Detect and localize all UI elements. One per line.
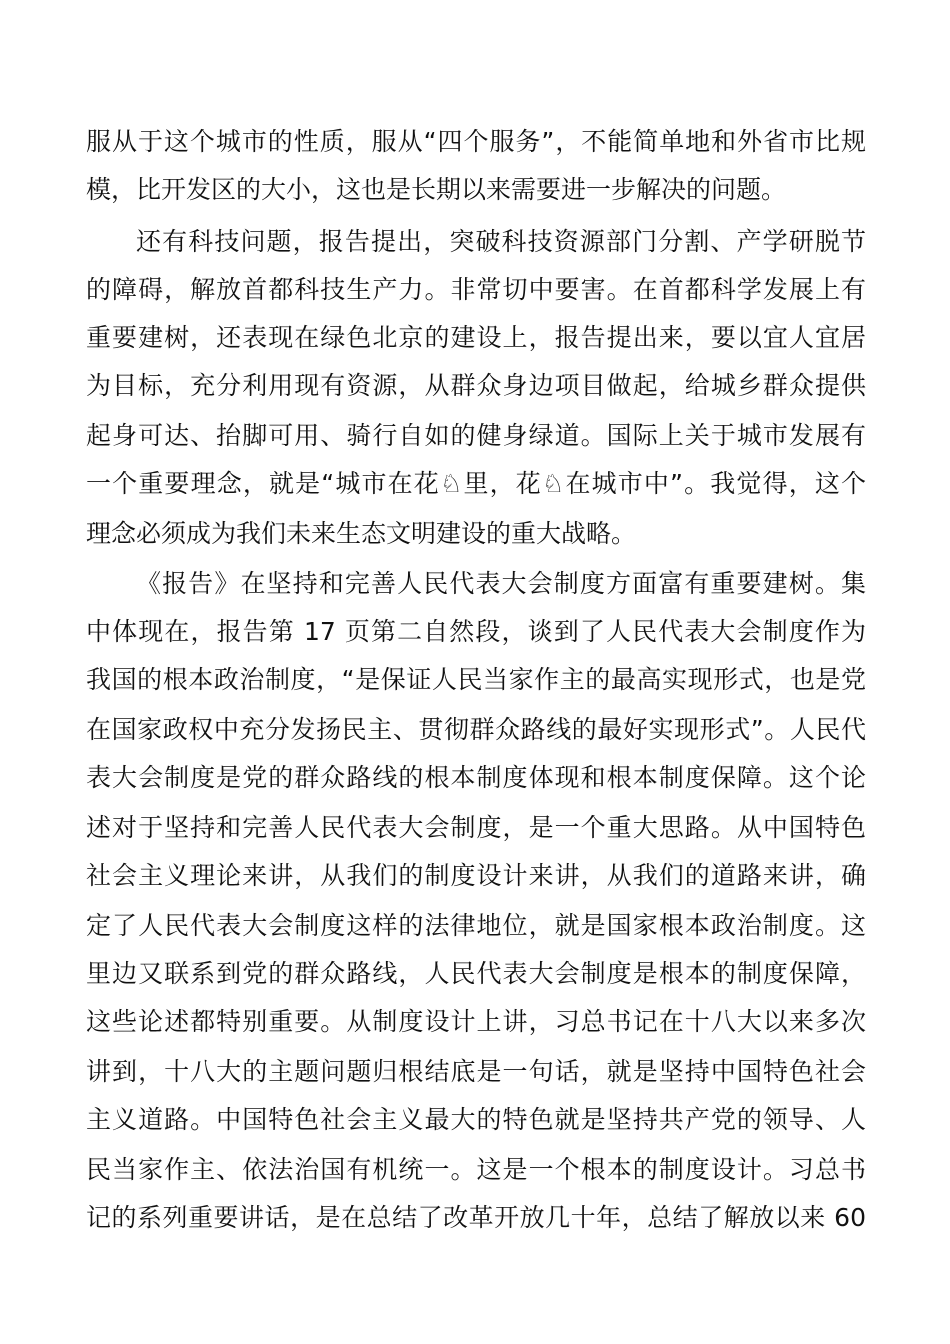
- text-line: 定了人民代表大会制度这样的法律地位，就是国家根本政治制度。这: [86, 911, 866, 940]
- text-line: 重要建树，还表现在绿色北京的建设上，报告提出来，要以宜人宜居: [86, 323, 866, 352]
- text-line: 一个重要理念，就是“城市在花♘里，花♘在城市中”。我觉得，这个: [86, 469, 866, 498]
- text-line: 我国的根本政治制度，“是保证人民当家作主的最高实现形式，也是党: [86, 665, 866, 694]
- text-line: 在国家政权中充分发扬民主、贯彻群众路线的最好实现形式”。人民代: [86, 715, 866, 744]
- text-line: 里边又联系到党的群众路线，人民代表大会制度是根本的制度保障，: [86, 959, 866, 988]
- text-line: 服从于这个城市的性质，服从“四个服务”，不能简单地和外省市比规: [86, 127, 866, 156]
- text-line: 的障碍，解放首都科技生产力。非常切中要害。在首都科学发展上有: [86, 275, 866, 304]
- text-line: 理念必须成为我们未来生态文明建设的重大战略。: [86, 519, 637, 548]
- text-line: 起身可达、抬脚可用、骑行自如的健身绿道。国际上关于城市发展有: [86, 421, 866, 450]
- text-line: 述对于坚持和完善人民代表大会制度，是一个重大思路。从中国特色: [86, 813, 866, 842]
- text-line: 记的系列重要讲话，是在总结了改革开放几十年，总结了解放以来 60: [86, 1203, 866, 1232]
- text-line: 还有科技问题，报告提出，突破科技资源部门分割、产学研脱节: [136, 227, 866, 256]
- text-line: 讲到，十八大的主题问题归根结底是一句话，就是坚持中国特色社会: [86, 1057, 866, 1086]
- text-line: 这些论述都特别重要。从制度设计上讲，习总书记在十八大以来多次: [86, 1007, 866, 1036]
- text-line: 社会主义理论来讲，从我们的制度设计来讲，从我们的道路来讲，确: [86, 861, 866, 890]
- text-line: 主义道路。中国特色社会主义最大的特色就是坚持共产党的领导、人: [86, 1105, 866, 1134]
- text-line: 中体现在，报告第 17 页第二自然段，谈到了人民代表大会制度作为: [86, 617, 866, 646]
- text-line: 模，比开发区的大小，这也是长期以来需要进一步解决的问题。: [86, 175, 787, 204]
- text-line: 表大会制度是党的群众路线的根本制度体现和根本制度保障。这个论: [86, 763, 866, 792]
- text-line: 民当家作主、依法治国有机统一。这是一个根本的制度设计。习总书: [86, 1155, 866, 1184]
- text-line: 为目标，充分利用现有资源，从群众身边项目做起，给城乡群众提供: [86, 371, 866, 400]
- text-line: 《报告》在坚持和完善人民代表大会制度方面富有重要建树。集: [136, 569, 866, 598]
